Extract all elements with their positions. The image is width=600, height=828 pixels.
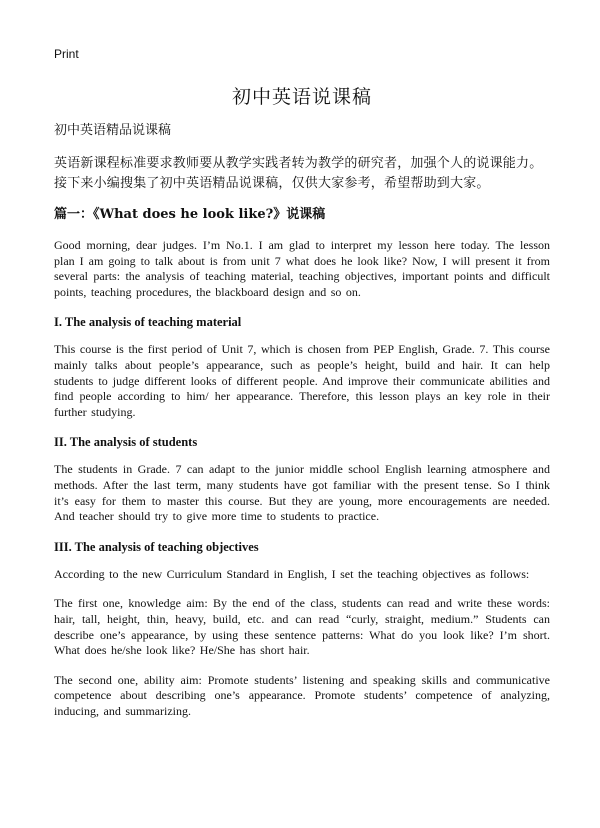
- print-link[interactable]: Print: [54, 47, 79, 61]
- section-heading-objectives: III. The analysis of teaching objectives: [54, 539, 259, 554]
- paragraph-students: The students in Grade. 7 can adapt to the junior middle school English learning atmosphere and methods. After the last term, many students have got familiar with the present tense. So I think it’s easy for them to master this course. But they are young, more encouragements are needed. And teacher should try to give more time to students to practice.: [54, 462, 550, 524]
- section-heading-students: II. The analysis of students: [54, 435, 198, 450]
- document-title: 初中英语说课稿: [231, 86, 372, 108]
- chapter-heading: 篇一：《What does he look like?》说课稿: [54, 207, 326, 222]
- paragraph-ability-aim: The second one, ability aim: Promote students’ listening and speaking skills and communicative competence about describing one’s appearance. Promote students’ competence of analyzing, inducing, and summarizing.: [54, 672, 550, 718]
- paragraph-objectives-intro: According to the new Curriculum Standard in English, I set the teaching objectives as follows:: [54, 566, 530, 581]
- opening-paragraph: Good morning, dear judges. I’m No.1. I am glad to interpret my lesson here today. The lesson plan I am going to talk about is from unit 7 what does he look like? Now, I will present it from several parts: the analysis of teaching material, teaching objectives, important points and difficult points, teaching procedures, the blackboard design and so on.: [54, 238, 550, 299]
- document-subtitle: 初中英语精品说课稿: [54, 123, 172, 138]
- paragraph-teaching-material: This course is the first period of Unit 7, which is chosen from PEP English, Grade. 7. This course mainly talks about people’s appearance, such as people’s height, build and hair. It can help students to judge different looks of different people. And improve their communicate abilities and find people according to him/ her appearance. Therefore, this lesson plays an key role in their further studying.: [54, 342, 550, 419]
- paragraph-knowledge-aim: The first one, knowledge aim: By the end of the class, students can read and write these words: hair, tall, height, thin, heavy, build, etc. and can read “curly, straight, medium.” Students can describe one’s appearance, by using these sentence patterns: What do you look like? I’m short. What does he/she look like? He/She has short hair.: [54, 596, 550, 658]
- intro-paragraph: 英语新课程标准要求教师要从教学实践者转为教学的研究者，加强个人的说课能力。接下来小编搜集了初中英语精品说课稿，仅供大家参考，希望帮助到大家。: [54, 156, 543, 191]
- section-heading-teaching-material: I. The analysis of teaching material: [54, 315, 242, 330]
